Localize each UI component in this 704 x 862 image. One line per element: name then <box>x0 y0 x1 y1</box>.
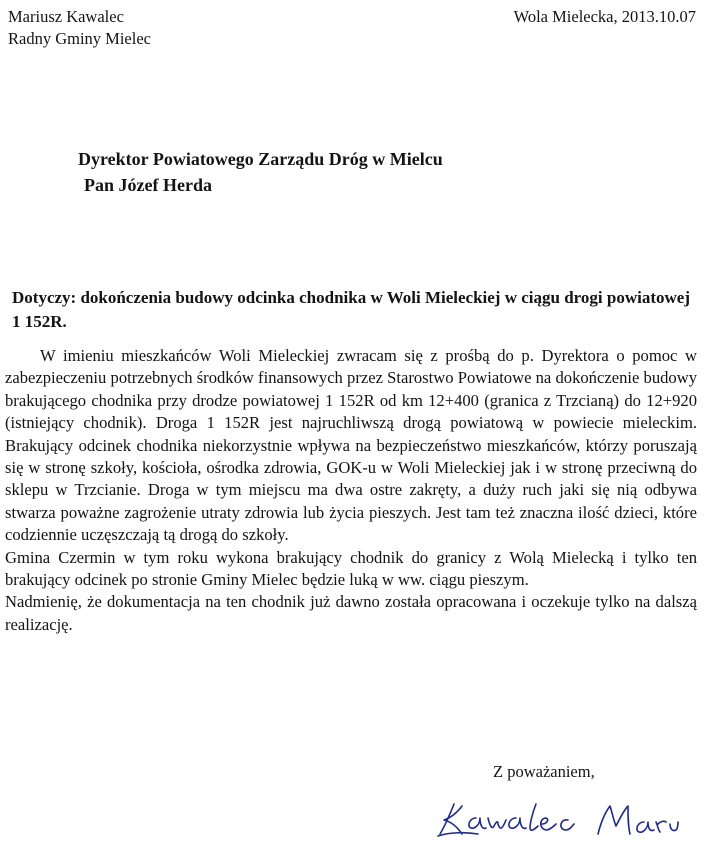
body-paragraph-1: W imieniu mieszkańców Woli Mieleckiej zwracam się z prośbą do p. Dyrektora o pomoc w zabezpieczeniu potrzebnych środków finansowych przez Starostwo Powiatowe na dokończenie budowy brakującego chodnika przy drodze powiatowej 1 152R od km 12+400 (granica z Trzcianą) do 12+920 (istniejący chodnik). Droga 1 152R jest najruchliwszą drogą powiatową w powiecie mieleckim. Brakujący odcinek chodnika niekorzystnie wpływa na bezpieczeństwo mieszkańców, którzy poruszają się w stronę szkoły, kościoła, ośrodka zdrowia, GOK-u w Woli Mieleckiej jak i w stronę przeciwną do sklepu w Trzcianie. Droga w tym miejscu ma dwa ostre zakręty, a duży ruch jaki się nią odbywa stwarza poważne zagrożenie utraty zdrowia lub życia pieszych. Jest tam też znaczna ilość dzieci, które codziennie uczęszczają tą drogą do szkoły. <box>5 346 697 545</box>
addressee-block <box>78 146 443 198</box>
body-paragraph-3: Nadmienię, że dokumentacja na ten chodnik już dawno została opracowana i oczekuje tylko na dalszą realizację. <box>5 592 697 634</box>
letter-body <box>5 345 697 636</box>
subject-line: Dotyczy: dokończenia budowy odcinka chodnika w Woli Mieleckiej w ciągu drogi powiatowej 1 152R. <box>12 288 690 331</box>
addressee-line-1: Dyrektor Powiatowego Zarządu Dróg w Mielcu <box>78 149 443 169</box>
signature-image <box>432 796 682 844</box>
handwritten-signature <box>432 796 682 849</box>
place-date: Wola Mielecka, 2013.10.07 <box>513 7 696 26</box>
sender-block <box>8 6 151 50</box>
body-paragraph-2: Gmina Czermin w tym roku wykona brakujący chodnik do granicy z Wolą Mielecką i tylko ten brakujący odcinek po stronie Gminy Mielec będzie luką w ww. ciągu pieszym. <box>5 547 697 590</box>
addressee-line-2: Pan Józef Herda <box>84 175 212 195</box>
sender-name: Mariusz Kawalec <box>8 7 124 26</box>
closing-salutation: Z poważaniem, <box>493 762 595 781</box>
sender-title: Radny Gminy Mielec <box>8 29 151 48</box>
